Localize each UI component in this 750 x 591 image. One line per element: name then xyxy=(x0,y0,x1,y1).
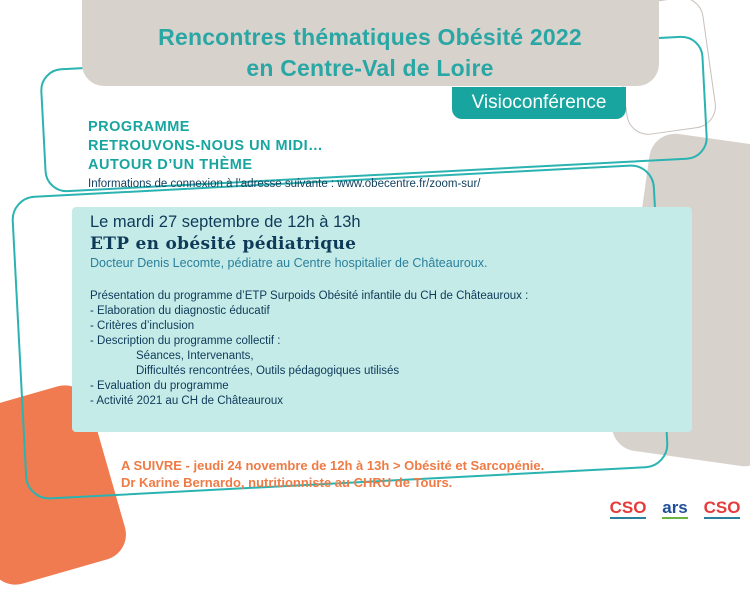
program-intro: Présentation du programme d’ETP Surpoids Obésité infantile du CH de Châteauroux : xyxy=(90,290,529,302)
program-line-1: PROGRAMME xyxy=(88,119,190,135)
list-item: - Description du programme collectif : xyxy=(90,335,281,347)
connexion-info: Informations de connexion à l’adresse suivante : www.obecentre.fr/zoom-sur/ xyxy=(88,178,481,190)
program-heading xyxy=(88,118,323,175)
cso-logo-2 xyxy=(700,494,744,522)
event-title: ETP en obésité pédiatrique xyxy=(90,234,357,254)
followup-announcement xyxy=(121,457,544,491)
cso-logo-text: CSO xyxy=(609,498,647,517)
list-subitem: Séances, Intervenants, xyxy=(136,350,254,362)
followup-line-1: A SUIVRE - jeudi 24 novembre de 12h à 13h > Obésité et Sarcopénie. xyxy=(121,458,545,473)
event-program xyxy=(90,289,528,409)
visioconference-badge: Visioconférence xyxy=(452,87,626,119)
page-title xyxy=(84,22,656,84)
title-line-1: Rencontres thématiques Obésité 2022 xyxy=(158,24,582,50)
list-item: - Elaboration du diagnostic éducatif xyxy=(90,305,270,317)
event-date: Le mardi 27 septembre de 12h à 13h xyxy=(90,213,361,231)
ars-logo-text: ars xyxy=(662,498,688,517)
list-item: - Activité 2021 au CH de Châteauroux xyxy=(90,395,284,407)
program-line-3: AUTOUR D’UN THÈME xyxy=(88,157,253,173)
event-speaker: Docteur Denis Lecomte, pédiatre au Centre hospitalier de Châteauroux. xyxy=(90,256,488,270)
list-subitem: Difficultés rencontrées, Outils pédagogiques utilisés xyxy=(136,365,400,377)
title-line-2: en Centre-Val de Loire xyxy=(246,55,494,81)
list-item: - Evaluation du programme xyxy=(90,380,229,392)
followup-line-2: Dr Karine Bernardo, nutritionniste au CHRU de Tours. xyxy=(121,475,453,490)
cso-logo xyxy=(606,494,650,522)
list-item: - Critères d’inclusion xyxy=(90,320,195,332)
partner-logos xyxy=(606,494,746,522)
ars-logo xyxy=(654,494,696,522)
cso-logo-2-text: CSO xyxy=(703,498,741,517)
program-line-2: RETROUVONS-NOUS UN MIDI… xyxy=(88,138,324,154)
